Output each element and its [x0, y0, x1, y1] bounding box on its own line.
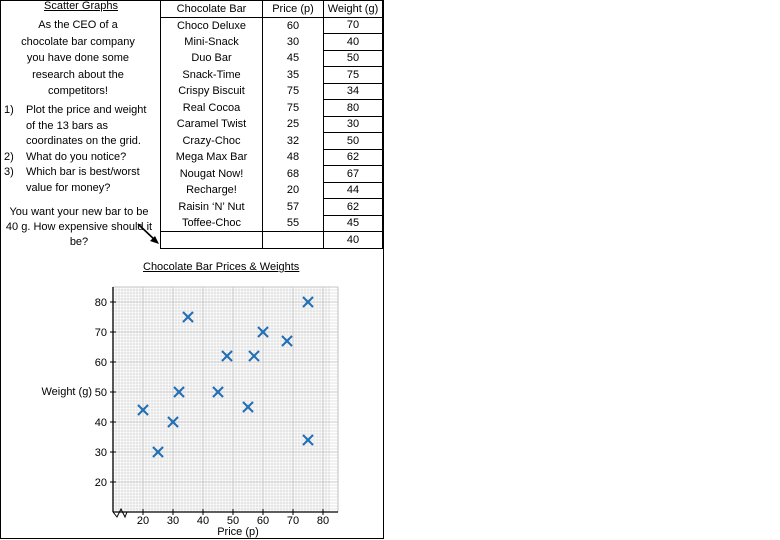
bar-name-cell: Choco Deluxe — [161, 17, 263, 34]
weight-cell: 34 — [324, 83, 383, 100]
x-tick-label: 20 — [136, 515, 150, 527]
price-cell: 30 — [263, 34, 324, 51]
price-cell: 35 — [263, 67, 324, 84]
bar-name-cell: Caramel Twist — [161, 116, 263, 133]
bar-name-cell: Recharge! — [161, 182, 263, 199]
task-text: Plot the price and weight of the 13 bars as coordinates on the grid. — [26, 104, 147, 147]
y-tick-label: 60 — [94, 357, 107, 369]
weight-cell: 44 — [324, 182, 383, 199]
task-number: 3) — [4, 166, 14, 178]
x-tick-label: 40 — [196, 515, 210, 527]
bar-name-cell: Mini-Snack — [161, 34, 263, 51]
y-tick-label: 20 — [94, 477, 107, 489]
y-tick-label: 30 — [94, 447, 107, 459]
weight-cell: 70 — [324, 17, 383, 34]
weight-cell: 62 — [324, 199, 383, 216]
x-tick-label: 60 — [256, 515, 270, 527]
task-text: What do you notice? — [26, 150, 127, 163]
weight-cell: 62 — [324, 149, 383, 166]
x-tick-label: 50 — [226, 515, 240, 527]
price-cell: 55 — [263, 215, 324, 232]
y-tick-label: 80 — [94, 297, 107, 309]
task-text: Which bar is best/worst value for money? — [26, 166, 140, 194]
y-tick-label: 50 — [94, 387, 107, 399]
weight-cell: 40 — [324, 34, 383, 51]
bar-name-cell: Duo Bar — [161, 50, 263, 67]
weight-cell: 50 — [324, 50, 383, 67]
price-cell: 68 — [263, 166, 324, 183]
weight-cell: 80 — [324, 100, 383, 117]
price-cell: 75 — [263, 100, 324, 117]
bar-name-cell: Crazy-Choc — [161, 133, 263, 150]
x-axis-label: Price (p) — [217, 526, 259, 538]
weight-cell: 30 — [324, 116, 383, 133]
y-tick-label: 70 — [94, 327, 107, 339]
bar-name-cell: Toffee-Choc — [161, 215, 263, 232]
price-cell: 25 — [263, 116, 324, 133]
worksheet-title: Scatter Graphs — [44, 0, 118, 12]
weight-cell: 45 — [324, 215, 383, 232]
plot-area — [113, 287, 338, 512]
bar-name-cell: Real Cocoa — [161, 100, 263, 117]
task-number: 2) — [4, 150, 14, 163]
price-cell: 45 — [263, 50, 324, 67]
header-weight: Weight (g) — [324, 1, 383, 18]
bar-name-cell: Mega Max Bar — [161, 149, 263, 166]
weight-cell: 40 — [324, 232, 383, 249]
price-cell: 32 — [263, 133, 324, 150]
bar-name-cell: Raisin ‘N’ Nut — [161, 199, 263, 216]
bar-name-cell: Crispy Biscuit — [161, 83, 263, 100]
price-cell: 75 — [263, 83, 324, 100]
price-cell: 48 — [263, 149, 324, 166]
chart-title: Chocolate Bar Prices & Weights — [143, 261, 300, 273]
weight-cell: 67 — [324, 166, 383, 183]
weight-cell: 75 — [324, 67, 383, 84]
task-number: 1) — [4, 104, 14, 116]
x-tick-label: 70 — [286, 515, 300, 527]
header-bar: Chocolate Bar — [161, 1, 263, 18]
y-axis-label: Weight (g) — [41, 386, 92, 398]
intro-text: As the CEO of a chocolate bar company you have done some research about the competitors! — [21, 19, 135, 97]
price-cell: 57 — [263, 199, 324, 216]
prompt-text: You want your new bar to be 40 g. How expensive should it be? — [5, 206, 153, 248]
y-tick-label: 40 — [94, 417, 107, 429]
x-tick-label: 80 — [316, 515, 330, 527]
price-cell: 60 — [263, 17, 324, 34]
bar-name-cell: Snack-Time — [161, 67, 263, 84]
weight-cell: 50 — [324, 133, 383, 150]
price-cell: 20 — [263, 182, 324, 199]
bar-name-cell: Nougat Now! — [161, 166, 263, 183]
header-price: Price (p) — [263, 1, 324, 18]
x-tick-label: 30 — [166, 515, 180, 527]
